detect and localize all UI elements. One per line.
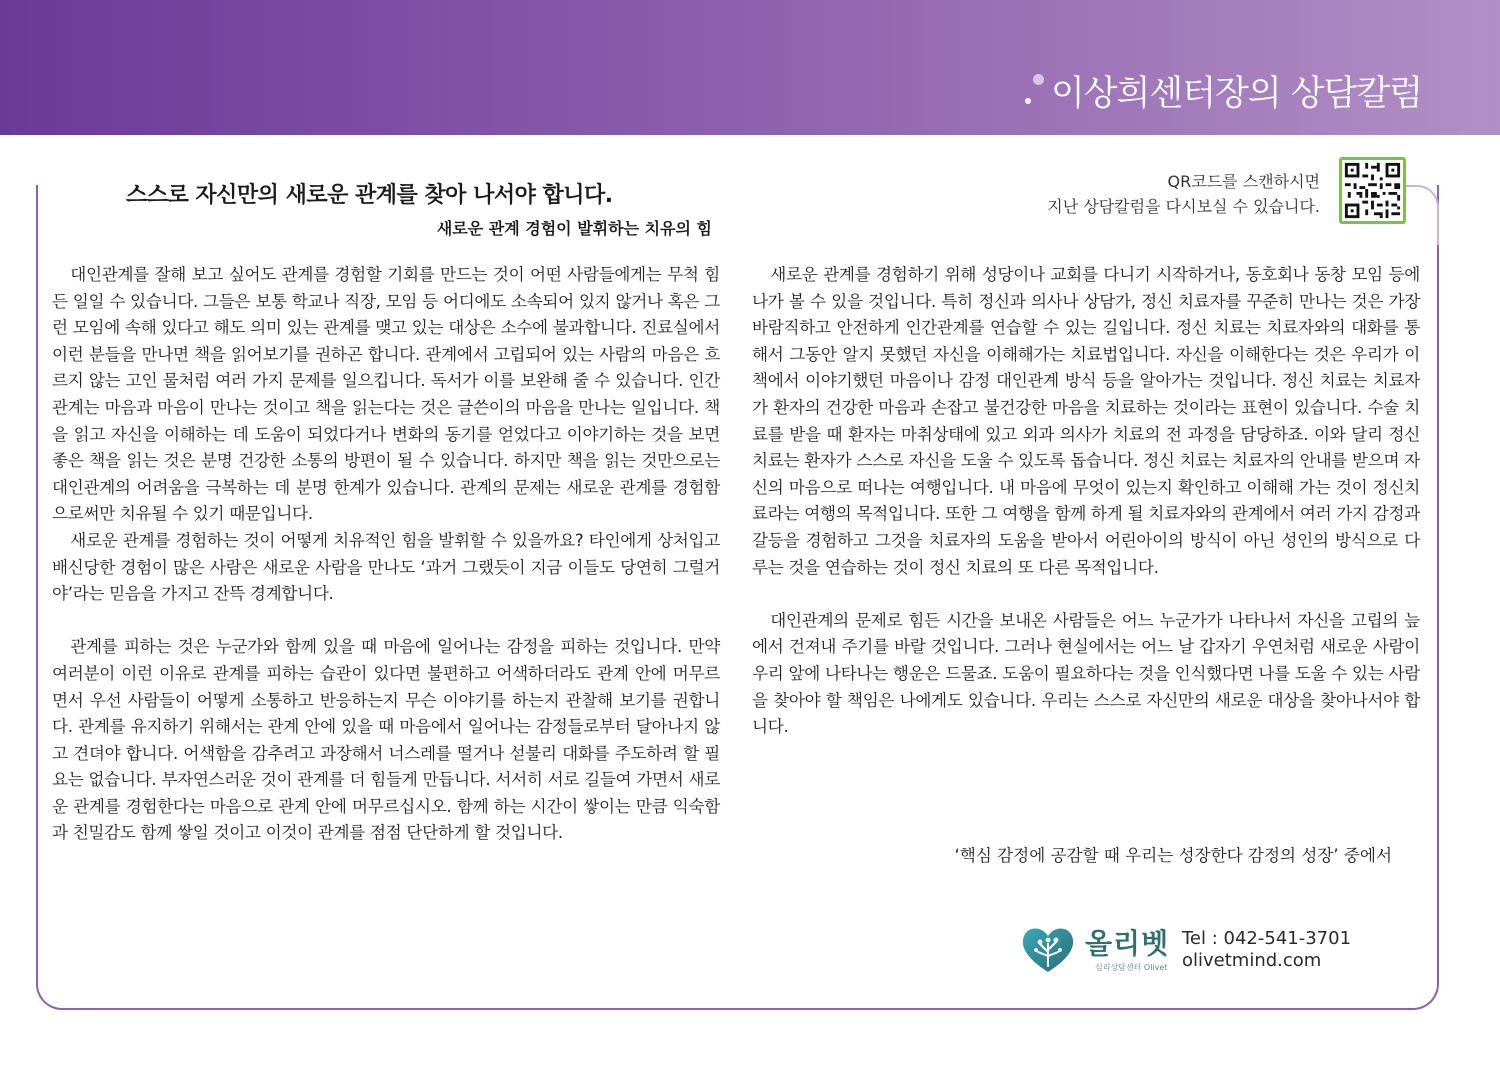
paragraph: 대인관계를 잘해 보고 싶어도 관계를 경험할 기회를 만드는 것이 어떤 사람들에게는 무척 힘든 일일 수 있습니다. 그들은 보통 학교나 직장, 모임 등 어디에도 소속되어 있지 않거나 혹은 그런 모임에 속해 있다고 해도 의미 있는 관계를 맺고 있는 대상은 소수에 불과합니다. 진료실에서 이런 분들을 만나면 책을 읽어보기를 권하곤 합니다. 관계에서 고립되어 있는 사람의 마음은 흐르지 않는 고인 물처럼 여러 가지 문제를 일으킵니다. 독서가 이를 보완해 줄 수 있습니다. 인간관계는 마음과 마음이 만나는 것이고 책을 읽는다는 것은 글쓴이의 마음을 만나는 일입니다. 책을 읽고 자신을 이해하는 데 도움이 되었다거나 변화의 동기를 얻었다고 이야기하는 것을 보면 좋은 책을 읽는 것은 분명 건강한 소통의 방편이 될 수 있습니다. 하지만 책을 읽는 것만으로는 대인관계의 어려움을 극복하는 데 분명 한계가 있습니다. 관계의 문제는 새로운 관계를 경험함으로써만 치유될 수 있기 때문입니다. bbox=[52, 265, 720, 524]
bullet-icon bbox=[1025, 76, 1051, 106]
paragraph-gap bbox=[52, 608, 720, 635]
qr-code-icon[interactable] bbox=[1339, 157, 1406, 224]
article-right-column bbox=[752, 262, 1420, 741]
paragraph: 새로운 관계를 경험하기 위해 성당이나 교회를 다니기 시작하거나, 동호회나 동창 모임 등에 나가 볼 수 있을 것입니다. 특히 정신과 의사나 상담가, 정신 치료자를 꾸준히 만나는 것은 가장 바람직하고 안전하게 인간관계를 연습할 수 있는 길입니다. 정신 치료는 치료자와의 대화를 통해서 그동안 알지 못했던 자신을 이해해가는 치료법입니다. 자신을 이해한다는 것은 우리가 이 책에서 이야기했던 마음이나 감정 대인관계 방식 등을 알아가는 것입니다. 정신 치료는 치료자가 환자의 건강한 마음과 손잡고 불건강한 마음을 치료하는 것이라는 표현이 있습니다. 수술 치료를 받을 때 환자는 마취상태에 있고 외과 의사가 치료의 전 과정을 담당하죠. 이와 달리 정신 치료는 환자가 스스로 자신을 도울 수 있도록 돕습니다. 정신 치료는 치료자의 안내를 받으며 자신의 마음으로 떠나는 여행입니다. 내 마음에 무엇이 있는지 확인하고 이해해 가는 것이 정신치료라는 여행의 목적입니다. 또한 그 여행을 함께 하게 될 치료자와의 관계에서 여러 가지 감정과 갈등을 경험하고 그것을 치료자의 도움을 받아서 어린아이의 방식이 아닌 성인의 방식으로 다루는 것을 연습하는 것이 정신 치료의 또 다른 목적입니다. bbox=[752, 265, 1420, 577]
paragraph-gap bbox=[752, 581, 1420, 608]
logo-subtitle: 심리상담센터 Olivet bbox=[1095, 963, 1168, 972]
header-banner bbox=[0, 0, 1500, 135]
phone-number: Tel : 042-541-3701 bbox=[1182, 928, 1352, 949]
article-left-column bbox=[52, 262, 720, 847]
logo-wordmark: 올리벳 bbox=[1085, 927, 1170, 960]
qr-line-2: 지난 상담칼럼을 다시보실 수 있습니다. bbox=[1047, 197, 1320, 216]
qr-pattern bbox=[1342, 160, 1403, 221]
article-headline: 스스로 자신만의 새로운 관계를 찾아 나서야 합니다. bbox=[126, 183, 613, 208]
contact-info bbox=[1182, 928, 1351, 972]
article-subheadline: 새로운 관계 경험이 발휘하는 치유의 힘 bbox=[436, 219, 712, 238]
paragraph: 대인관계의 문제로 힘든 시간을 보내온 사람들은 어느 누군가가 나타나서 자신을 고립의 늪에서 건져내 주기를 바랄 것입니다. 그러나 현실에서는 어느 날 갑자기 우연처럼 새로운 사람이 우리 앞에 나타나는 행운은 드물죠. 도움이 필요하다는 것을 인식했다면 나를 도울 수 있는 사람을 찾아야 할 책임은 나에게도 있습니다. 우리는 스스로 자신만의 새로운 대상을 찾아나서야 합니다. bbox=[752, 610, 1420, 737]
column-title-text: 이상희센터장의 상담칼럼 bbox=[1050, 74, 1422, 114]
paragraph: 관계를 피하는 것은 누군가와 함께 있을 때 마음에 일어나는 감정을 피하는 것입니다. 만약 여러분이 이런 이유로 관계를 피하는 습관이 있다면 불편하고 어색하더라도 관계 안에 머무르면서 우선 사람들이 어떻게 소통하고 반응하는지 무슨 이야기를 하는지 관찰해 보기를 권합니다. 관계를 유지하기 위해서는 관계 안에 있을 때 마음에서 일어나는 감정들로부터 달아나지 않고 견뎌야 합니다. 어색함을 감추려고 과장해서 너스레를 떨거나 섣불리 대화를 주도하려 할 필요는 없습니다. 부자연스러운 것이 관계를 더 힘들게 만듭니다. 서서히 서로 길들여 가면서 새로운 관계를 경험한다는 마음으로 관계 안에 머무르십시오. 함께 하는 시간이 쌓이는 만큼 익숙함과 친밀감도 함께 쌓일 것이고 이것이 관계를 점점 단단하게 할 것입니다. bbox=[52, 637, 720, 843]
qr-instructions bbox=[1047, 169, 1320, 219]
paragraph: 새로운 관계를 경험하는 것이 어떻게 치유적인 힘을 발휘할 수 있을까요? 타인에게 상처입고 배신당한 경험이 많은 사람은 새로운 사람을 만나도 ‘과거 그랬듯이 지금 이들도 당연히 그럴거야’라는 믿음을 가지고 잔뜩 경계합니다. bbox=[52, 530, 720, 604]
website-link[interactable]: olivetmind.com bbox=[1182, 950, 1322, 971]
column-title bbox=[1025, 66, 1422, 116]
source-citation: ‘핵심 감정에 공감할 때 우리는 성장한다 감정의 성장’ 중에서 bbox=[954, 846, 1392, 865]
qr-line-1: QR코드를 스캔하시면 bbox=[1167, 172, 1320, 191]
frame-corner bbox=[1405, 185, 1439, 245]
